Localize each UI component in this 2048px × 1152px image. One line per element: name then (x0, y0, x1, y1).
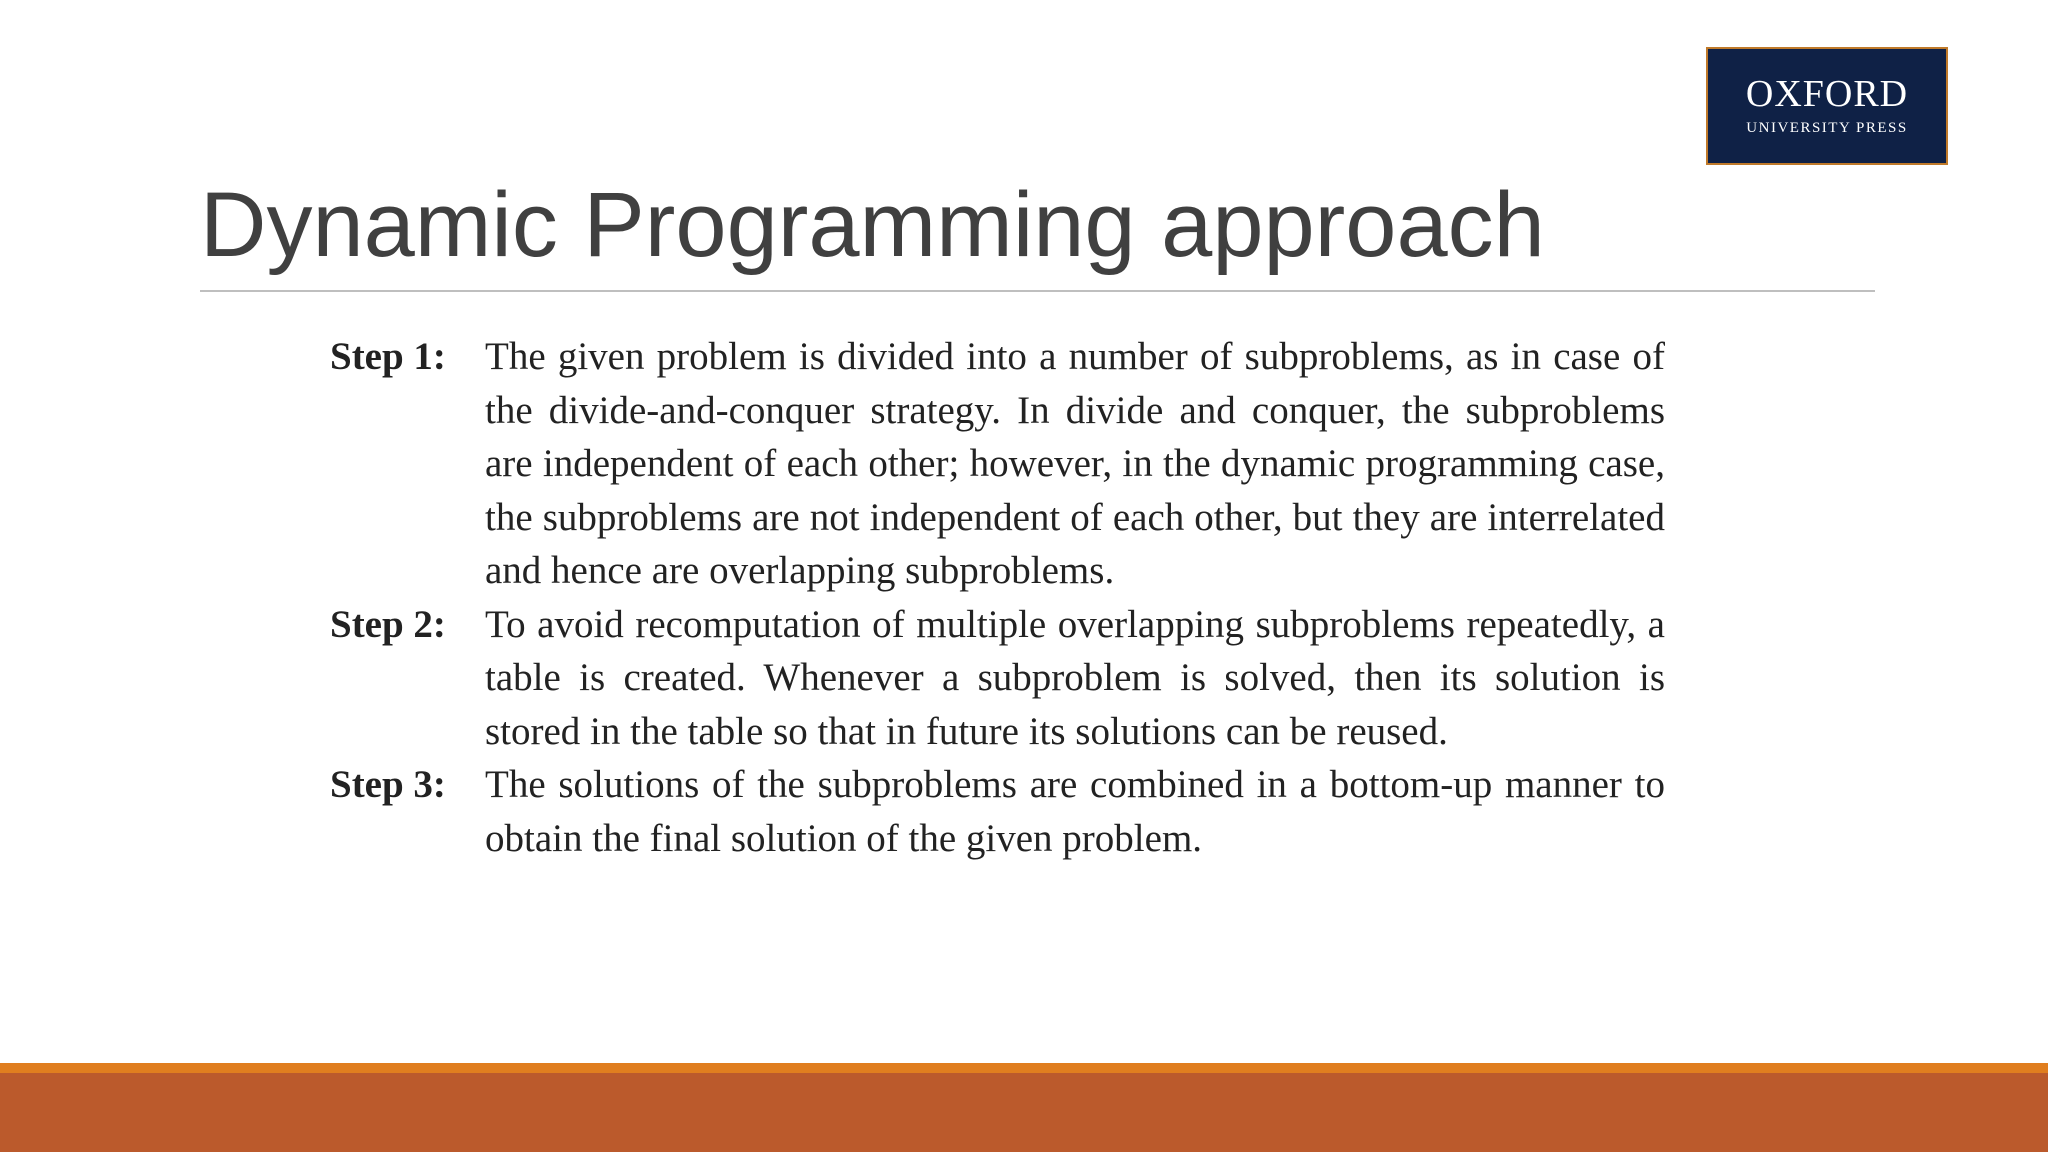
step-text: The solutions of the subproblems are combined in a bottom-up manner to obtain the final solution of the given problem. (485, 763, 1665, 860)
title-divider (200, 290, 1875, 292)
step-item (330, 598, 1665, 759)
step-label: Step 1: (330, 335, 446, 378)
step-item (330, 758, 1665, 865)
logo-sub-text: UNIVERSITY PRESS (1746, 120, 1908, 136)
footer-accent-stripe (0, 1063, 2048, 1073)
slide-title: Dynamic Programming approach (200, 174, 1545, 276)
footer-bar (0, 1073, 2048, 1152)
step-label: Step 3: (330, 763, 446, 806)
steps-list (330, 330, 1665, 865)
step-item (330, 330, 1665, 598)
step-label: Step 2: (330, 602, 446, 646)
oxford-university-press-logo (1706, 47, 1948, 165)
step-text: To avoid recomputation of multiple overlapping subproblems repeatedly, a table is created. Whenever a subproblem is solved, then its solution is stored in the table so that in future its solutions can be reused. (485, 602, 1665, 753)
logo-main-text: OXFORD (1745, 73, 1909, 115)
step-text: The given problem is divided into a number of subproblems, as in case of the divide-and-conquer strategy. In divide and conquer, the subproblems are independent of each other; however, in the dynamic programming case, the subproblems are not independent of each other, but they are interrelated and hence are overlapping subproblems. (485, 335, 1665, 592)
